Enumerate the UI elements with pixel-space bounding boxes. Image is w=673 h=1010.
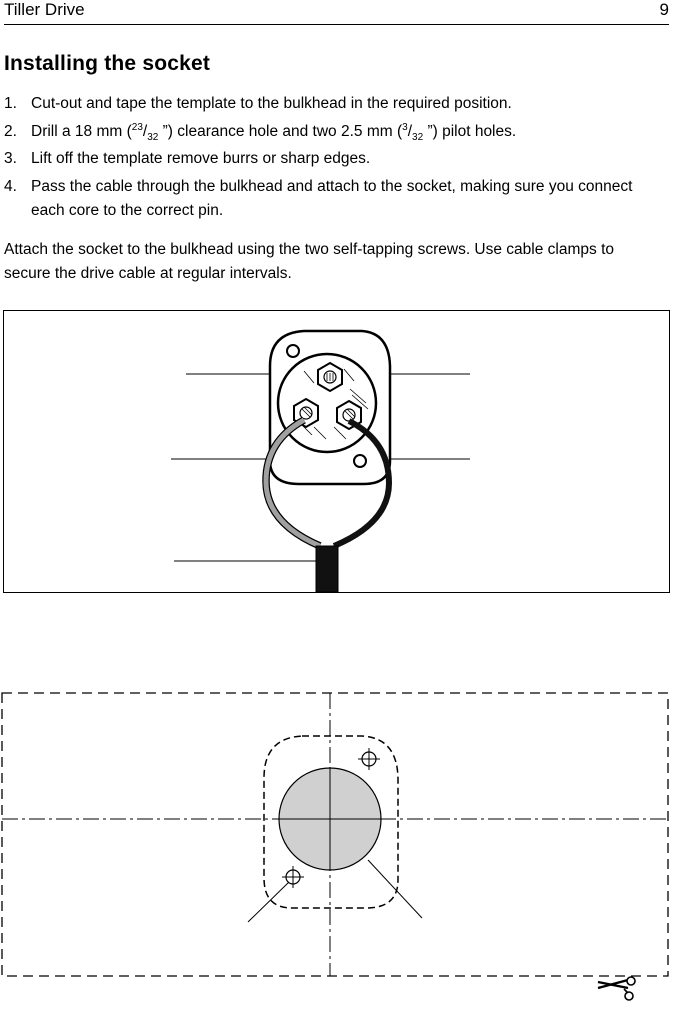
step-number: 2. <box>4 122 17 140</box>
leader-line <box>248 882 289 922</box>
socket-drawing <box>4 311 669 592</box>
section-heading: Installing the socket <box>4 52 211 75</box>
fraction-numerator: 23 <box>131 121 143 133</box>
step-text-part: ”) pilot holes. <box>423 122 517 140</box>
socket-illustration <box>3 310 670 593</box>
step-text-part: ”) clearance hole and two 2.5 mm ( <box>158 122 403 140</box>
fraction-denominator: 32 <box>147 131 159 143</box>
step-number: 3. <box>4 150 17 167</box>
terminal-top <box>318 363 342 391</box>
step-number: 4. <box>4 177 17 195</box>
pilot-hole-top <box>358 748 380 770</box>
list-item <box>4 173 669 223</box>
instruction-list <box>4 90 669 222</box>
paragraph-line: Attach the socket to the bulkhead using the two self-tapping screws. Use cable clamps to <box>4 241 614 258</box>
scissors-icon <box>598 977 635 1000</box>
step-text-part: Drill a 18 mm ( <box>31 122 132 140</box>
list-item <box>4 145 669 173</box>
cutout-template <box>0 690 673 1005</box>
step-text: Lift off the template remove burrs or sharp edges. <box>31 150 371 167</box>
list-item: 2. Drill a 18 mm ($^{23}/_{32}$ ”) clearance hole and two 2.5 mm ($^3/_{32}$ ”) pilot holes. <box>4 118 669 146</box>
fraction-numerator: 3 <box>402 121 408 133</box>
mounting-hole <box>354 455 366 467</box>
list-item <box>4 90 669 118</box>
fraction-denominator: 32 <box>412 131 424 143</box>
pilot-hole-bottom <box>282 866 304 888</box>
intro-paragraph <box>4 238 669 286</box>
step-text-continued: each core to the correct pin. <box>31 202 224 219</box>
running-title: Tiller Drive <box>4 0 85 19</box>
page-header <box>4 0 669 25</box>
template-drawing <box>0 690 673 1005</box>
leader-line <box>368 860 422 918</box>
step-number: 1. <box>4 95 17 112</box>
step-text: Pass the cable through the bulkhead and attach to the socket, making sure you connect <box>31 177 633 195</box>
mounting-hole <box>287 345 299 357</box>
step-text: Cut-out and tape the template to the bulkhead in the required position. <box>31 95 512 112</box>
paragraph-line: secure the drive cable at regular intervals. <box>4 265 292 282</box>
cable-sheath <box>316 546 338 592</box>
page-number: 9 <box>659 0 669 19</box>
